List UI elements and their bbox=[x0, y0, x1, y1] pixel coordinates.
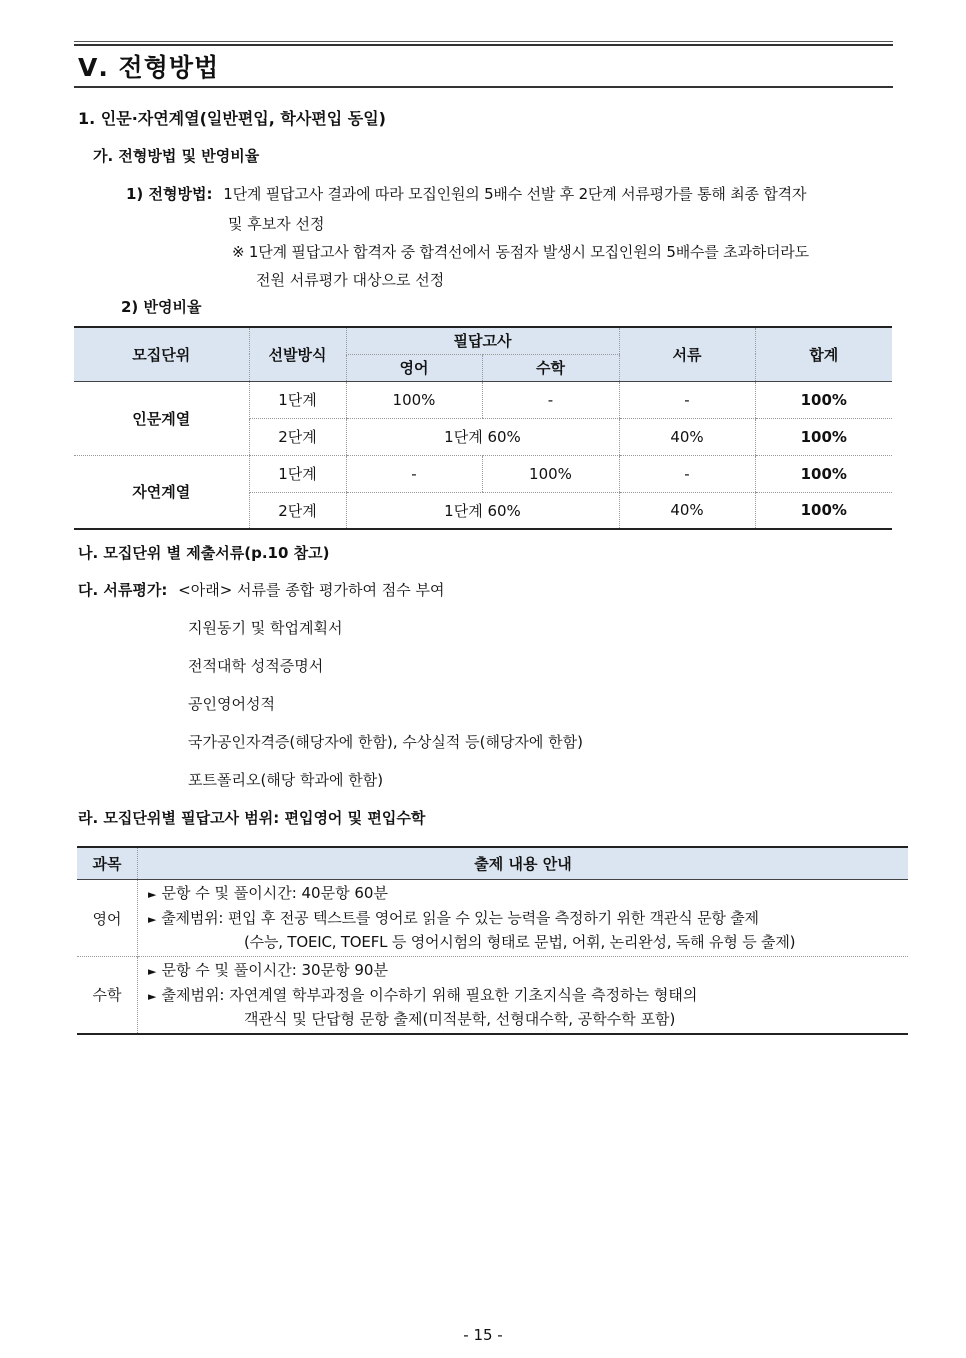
method-note-1: ※ 1단계 필답고사 합격자 중 합격선에서 동점자 발생시 모집인원의 5배수를 초과하더라도 bbox=[232, 243, 809, 261]
cell-stage: 1단계 bbox=[249, 381, 346, 418]
heading-ra: 라. 모집단위별 필답고사 범위: 편입영어 및 편입수학 bbox=[78, 809, 426, 827]
method-text-2: 및 후보자 선정 bbox=[228, 215, 325, 233]
method-colon: : bbox=[206, 185, 213, 203]
table-row bbox=[77, 957, 908, 1034]
cell-exam: 1단계 60% bbox=[346, 492, 619, 529]
cell-total: 100% bbox=[755, 418, 892, 455]
cell-content bbox=[138, 957, 909, 1034]
th-english: 영어 bbox=[346, 354, 482, 381]
heading-da-text: <아래> 서류를 종합 평가하여 점수 부여 bbox=[178, 581, 445, 599]
exam-table bbox=[77, 846, 908, 1035]
cell-stage: 2단계 bbox=[249, 492, 346, 529]
heading-1: 1. 인문·자연계열(일반편입, 학사편입 동일) bbox=[78, 109, 386, 128]
th-math: 수학 bbox=[482, 354, 619, 381]
heading-ga: 가. 전형방법 및 반영비율 bbox=[93, 147, 260, 165]
table-row bbox=[77, 880, 908, 957]
ratio-table bbox=[74, 326, 892, 530]
table-row bbox=[74, 455, 892, 492]
th-total: 합계 bbox=[755, 327, 892, 381]
page-number: - 15 - bbox=[463, 1326, 503, 1344]
list-item: 전적대학 성적증명서 bbox=[188, 657, 324, 675]
bullet-icon: ► bbox=[148, 912, 157, 926]
method-text-1: 1단계 필답고사 결과에 따라 모집인원의 5배수 선발 후 2단계 서류평가를 통해 최종 합격자 bbox=[223, 185, 807, 203]
list-item: 포트폴리오(해당 학과에 한함) bbox=[188, 771, 384, 789]
th-unit: 모집단위 bbox=[74, 327, 249, 381]
content-line: (수능, TOEIC, TOEFL 등 영어시험의 형태로 문법, 어휘, 논리완성, 독해 유형 등 출제) bbox=[244, 933, 796, 952]
th-docs: 서류 bbox=[619, 327, 755, 381]
th-subject: 과목 bbox=[77, 847, 138, 880]
cell-subject: 영어 bbox=[77, 880, 138, 957]
content-line: 출제범위: 자연계열 학부과정을 이수하기 위해 필요한 기초지식을 측정하는 형태의 bbox=[161, 985, 698, 1004]
cell-total: 100% bbox=[755, 455, 892, 492]
bullet-icon: ► bbox=[148, 989, 157, 1003]
cell-unit: 자연계열 bbox=[132, 483, 191, 502]
cell-exam: 1단계 60% bbox=[346, 418, 619, 455]
cell-subject: 수학 bbox=[77, 957, 138, 1034]
content-line: 문항 수 및 풀이시간: 40문항 60분 bbox=[161, 884, 388, 903]
list-item: 지원동기 및 학업계획서 bbox=[188, 619, 343, 637]
cell-docs: 40% bbox=[619, 418, 755, 455]
heading-na: 나. 모집단위 별 제출서류(p.10 참고) bbox=[78, 544, 330, 562]
ratio-heading: 2) 반영비율 bbox=[121, 298, 202, 316]
content-line: 객관식 및 단답형 문항 출제(미적분학, 선형대수학, 공학수학 포함) bbox=[244, 1010, 676, 1028]
table-row bbox=[74, 381, 892, 418]
cell-docs: - bbox=[619, 381, 755, 418]
method-label: 1) 전형방법 bbox=[126, 185, 207, 203]
cell-docs: 40% bbox=[619, 492, 755, 529]
cell-unit: 인문계열 bbox=[74, 381, 249, 455]
list-item: 국가공인자격증(해당자에 한함), 수상실적 등(해당자에 한함) bbox=[188, 733, 584, 751]
cell-total: 100% bbox=[755, 492, 892, 529]
cell-stage: 1단계 bbox=[249, 455, 346, 492]
method-line-1 bbox=[126, 183, 806, 204]
bullet-icon: ► bbox=[148, 888, 157, 902]
method-note-2: 전원 서류평가 대상으로 선정 bbox=[256, 271, 445, 289]
cell-docs: - bbox=[619, 455, 755, 492]
content-line: 문항 수 및 풀이시간: 30문항 90분 bbox=[161, 961, 388, 979]
title-bottom-rule bbox=[74, 86, 893, 88]
cell-math: - bbox=[482, 381, 619, 418]
th-exam: 필답고사 bbox=[346, 327, 619, 354]
section-title: Ⅴ. 전형방법 bbox=[78, 53, 220, 82]
cell-math: 100% bbox=[482, 455, 619, 492]
content-line: 출제범위: 편입 후 전공 텍스트를 영어로 읽을 수 있는 능력을 측정하기 위한 객관식 문항 출제 bbox=[161, 908, 759, 927]
bullet-icon: ► bbox=[148, 965, 157, 978]
cell-total: 100% bbox=[755, 381, 892, 418]
list-item: 공인영어성적 bbox=[188, 695, 275, 713]
title-top-rule-thin bbox=[74, 41, 893, 42]
heading-da-label: 다. 서류평가: bbox=[78, 581, 168, 599]
cell-content bbox=[138, 880, 909, 957]
title-top-rule bbox=[74, 44, 893, 46]
th-content: 출제 내용 안내 bbox=[138, 847, 909, 880]
th-method: 선발방식 bbox=[249, 327, 346, 381]
cell-english: 100% bbox=[346, 381, 482, 418]
cell-stage: 2단계 bbox=[249, 418, 346, 455]
cell-english: - bbox=[346, 455, 482, 492]
heading-da bbox=[78, 579, 445, 600]
